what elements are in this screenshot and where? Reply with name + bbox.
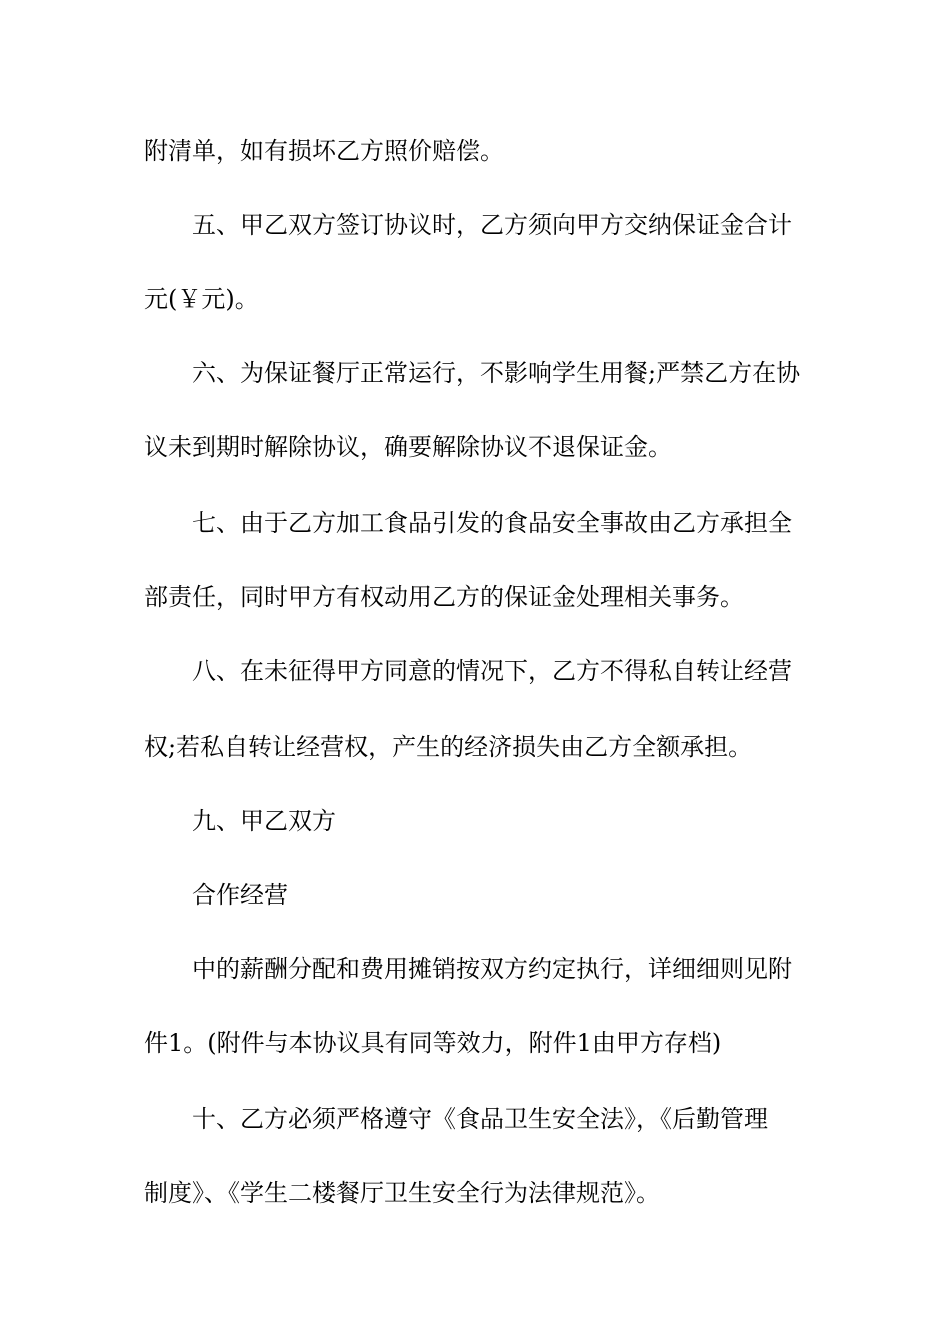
text-line: 元(￥元)。 (144, 285, 259, 313)
text-line: 六、为保证餐厅正常运行，不影响学生用餐;严禁乙方在协 (192, 359, 801, 387)
text-line: 议未到期时解除协议，确要解除协议不退保证金。 (144, 433, 672, 461)
text-line: 部责任，同时甲方有权动用乙方的保证金处理相关事务。 (144, 583, 744, 611)
text-line: 权;若私自转让经营权，产生的经济损失由乙方全额承担。 (144, 733, 753, 761)
text-line: 件1。(附件与本协议具有同等效力，附件1由甲方存档) (144, 1029, 722, 1057)
text-line: 中的薪酬分配和费用摊销按双方约定执行，详细细则见附 (192, 955, 792, 983)
text-line: 九、甲乙双方 (192, 807, 336, 835)
text-line: 合作经营 (192, 881, 288, 909)
text-line: 七、由于乙方加工食品引发的食品安全事故由乙方承担全 (192, 509, 792, 537)
text-line: 制度》、《学生二楼餐厅卫生安全行为法律规范》。 (144, 1179, 660, 1207)
text-line: 八、在未征得甲方同意的情况下，乙方不得私自转让经营 (192, 657, 792, 685)
text-line: 五、甲乙双方签订协议时，乙方须向甲方交纳保证金合计 (192, 211, 792, 239)
text-line: 附清单，如有损坏乙方照价赔偿。 (144, 137, 504, 165)
text-line: 十、乙方必须严格遵守《食品卫生安全法》，《后勤管理 (192, 1105, 768, 1133)
